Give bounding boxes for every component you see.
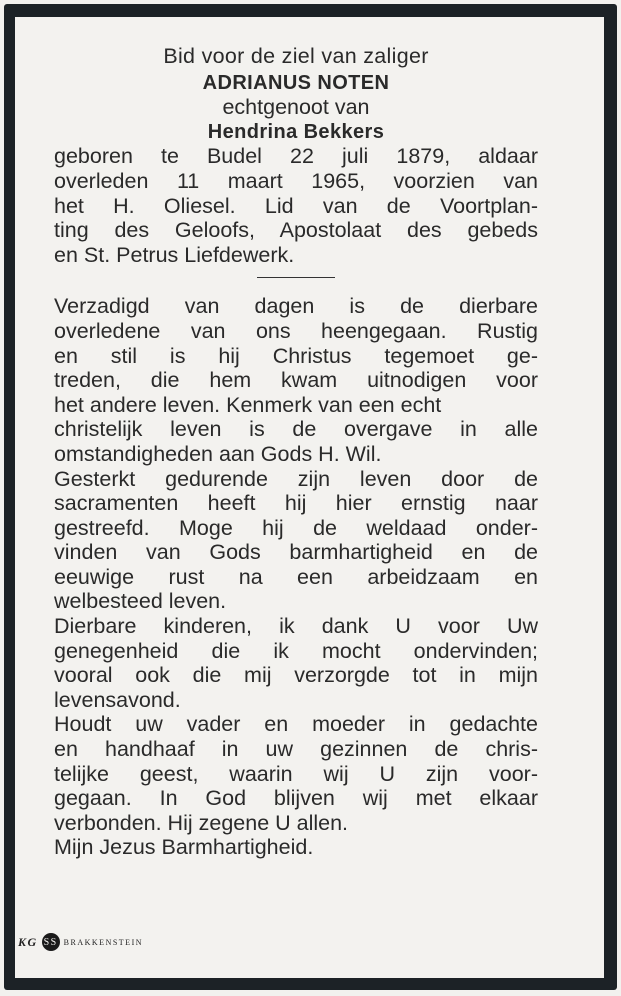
text-line: Verzadigd van dagen is de dierbare (54, 294, 538, 319)
printer-logo-icon: KG (18, 934, 38, 949)
text-line: eeuwige rust na een arbeidzaam en (54, 564, 538, 589)
card-content (54, 44, 538, 860)
text-line: overleden 11 maart 1965, voorzien van (54, 168, 538, 193)
text-line: telijke geest, waarin wij U zijn voor- (54, 761, 538, 786)
deceased-name: ADRIANUS NOTEN (202, 71, 390, 94)
text-line: het andere leven. Kenmerk van een echt (54, 392, 442, 417)
text-line: levensavond. (54, 687, 181, 712)
text-line: en St. Petrus Liefdewerk. (54, 242, 295, 267)
prayer-heading: Bid voor de ziel van zaliger (163, 44, 429, 68)
printer-marks (18, 933, 143, 951)
spouse-name: Hendrina Bekkers (207, 120, 385, 143)
text-line: Houdt uw vader en moeder in gedachte (54, 712, 538, 737)
text-line: genegenheid die ik mocht ondervinden; (54, 638, 538, 663)
text-line: omstandigheden aan Gods H. Wil. (54, 441, 382, 466)
text-line: vooral ook die mij verzorgde tot in mijn (54, 663, 538, 688)
memorial-text (54, 294, 538, 860)
text-line: treden, die hem kwam uitnodigen voor (54, 368, 538, 393)
text-line: Gesterkt gedurende zijn leven door de (54, 466, 538, 491)
text-line: verbonden. Hij zegene U allen. (54, 810, 349, 835)
text-line: Dierbare kinderen, ik dank U voor Uw (54, 614, 538, 639)
text-line: het H. Oliesel. Lid van de Voortplan- (54, 193, 538, 218)
publisher-name: BRAKKENSTEIN (63, 937, 144, 947)
text-line: Mijn Jezus Barmhartigheid. (54, 835, 314, 860)
publisher-seal-icon: SS (42, 933, 60, 951)
text-line: gestreefd. Moge hij de weldaad onder- (54, 515, 538, 540)
text-line: en handhaaf in uw gezinnen de chris- (54, 737, 538, 762)
text-line: sacramenten heeft hij hier ernstig naar (54, 491, 538, 516)
text-line: christelijk leven is de overgave in alle (54, 417, 538, 442)
section-divider (257, 277, 335, 278)
text-line: gegaan. In God blijven wij met elkaar (54, 786, 538, 811)
relation-text: echtgenoot van (222, 95, 370, 120)
biography-paragraph (54, 144, 538, 267)
text-line: geboren te Budel 22 juli 1879, aldaar (54, 144, 538, 169)
text-line: ting des Geloofs, Apostolaat des gebeds (54, 218, 538, 243)
text-line: welbesteed leven. (54, 589, 227, 614)
text-line: vinden van Gods barmhartigheid en de (54, 540, 538, 565)
text-line: en stil is hij Christus tegemoet ge- (54, 343, 538, 368)
text-line: overledene van ons heengegaan. Rustig (54, 318, 538, 343)
